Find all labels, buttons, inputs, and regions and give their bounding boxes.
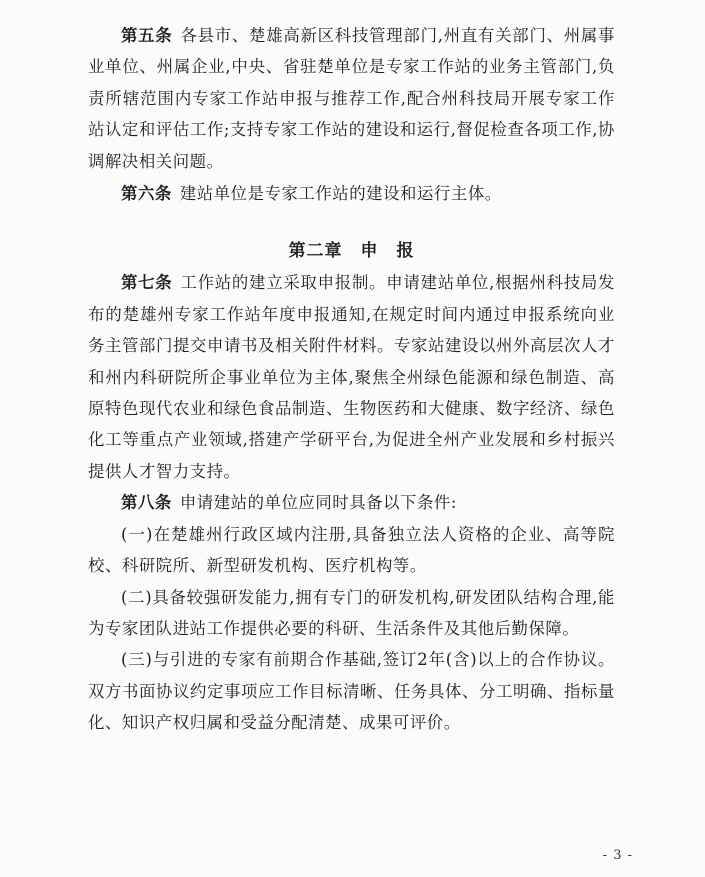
condition-item: (二)具备较强研发能力,拥有专门的研发机构,研发团队结构合理,能为专家团队进站工作提供必要的科研、生活条件及其他后勤保障。: [88, 587, 615, 638]
condition-item: (三)与引进的专家有前期合作基础,签订2年(含)以上的合作协议。双方书面协议约定事项应工作目标清晰、任务具体、分工明确、指标量化、知识产权归属和受益分配清楚、成果可评价。: [88, 650, 615, 733]
chapter-heading: 第二章 申 报: [288, 241, 415, 262]
article-5: [88, 20, 615, 177]
article-text: 工作站的建立采取申报制。申请建站单位,根据州科技局发布的楚雄州专家工作站年度申报通知,在规定时间内通过申报系统向业务主管部门提交申请书及相关附件材料。专家站建设以州外高层次人才和州内科研院所企事业单位为主体,聚焦全州绿色能源和绿色制造、高原特色现代农业和绿色食品制造、生物医药和大健康、数字经济、绿色化工等重点产业领域,搭建产学研平台,为促进全州产业发展和乡村振兴提供人才智力支持。: [88, 273, 615, 481]
article-label: 第八条: [121, 493, 172, 513]
page-number: - 3 -: [602, 848, 633, 863]
article-label: 第七条: [121, 273, 173, 293]
document-page: [88, 20, 615, 739]
article-text: 申请建站的单位应同时具备以下条件:: [179, 493, 457, 513]
article-6: [88, 178, 615, 209]
article-text: 建站单位是专家工作站的建设和运行主体。: [179, 184, 502, 204]
article-label: 第五条: [121, 26, 173, 45]
article-8: [88, 487, 615, 518]
article-7: [88, 267, 615, 487]
article-label: 第六条: [121, 184, 172, 204]
condition-item: (一)在楚雄州行政区域内注册,具备独立法人资格的企业、高等院校、科研院所、新型研发机构、医疗机构等。: [88, 524, 615, 576]
article-text: 各县市、楚雄高新区科技管理部门,州直有关部门、州属事业单位、州属企业,中央、省驻楚单位是专家工作站的业务主管部门,负责所辖范围内专家工作站申报与推荐工作,配合州科技局开展专家工作站认定和评估工作;支持专家工作站的建设和运行,督促检查各项工作,协调解决相关问题。: [88, 26, 615, 171]
